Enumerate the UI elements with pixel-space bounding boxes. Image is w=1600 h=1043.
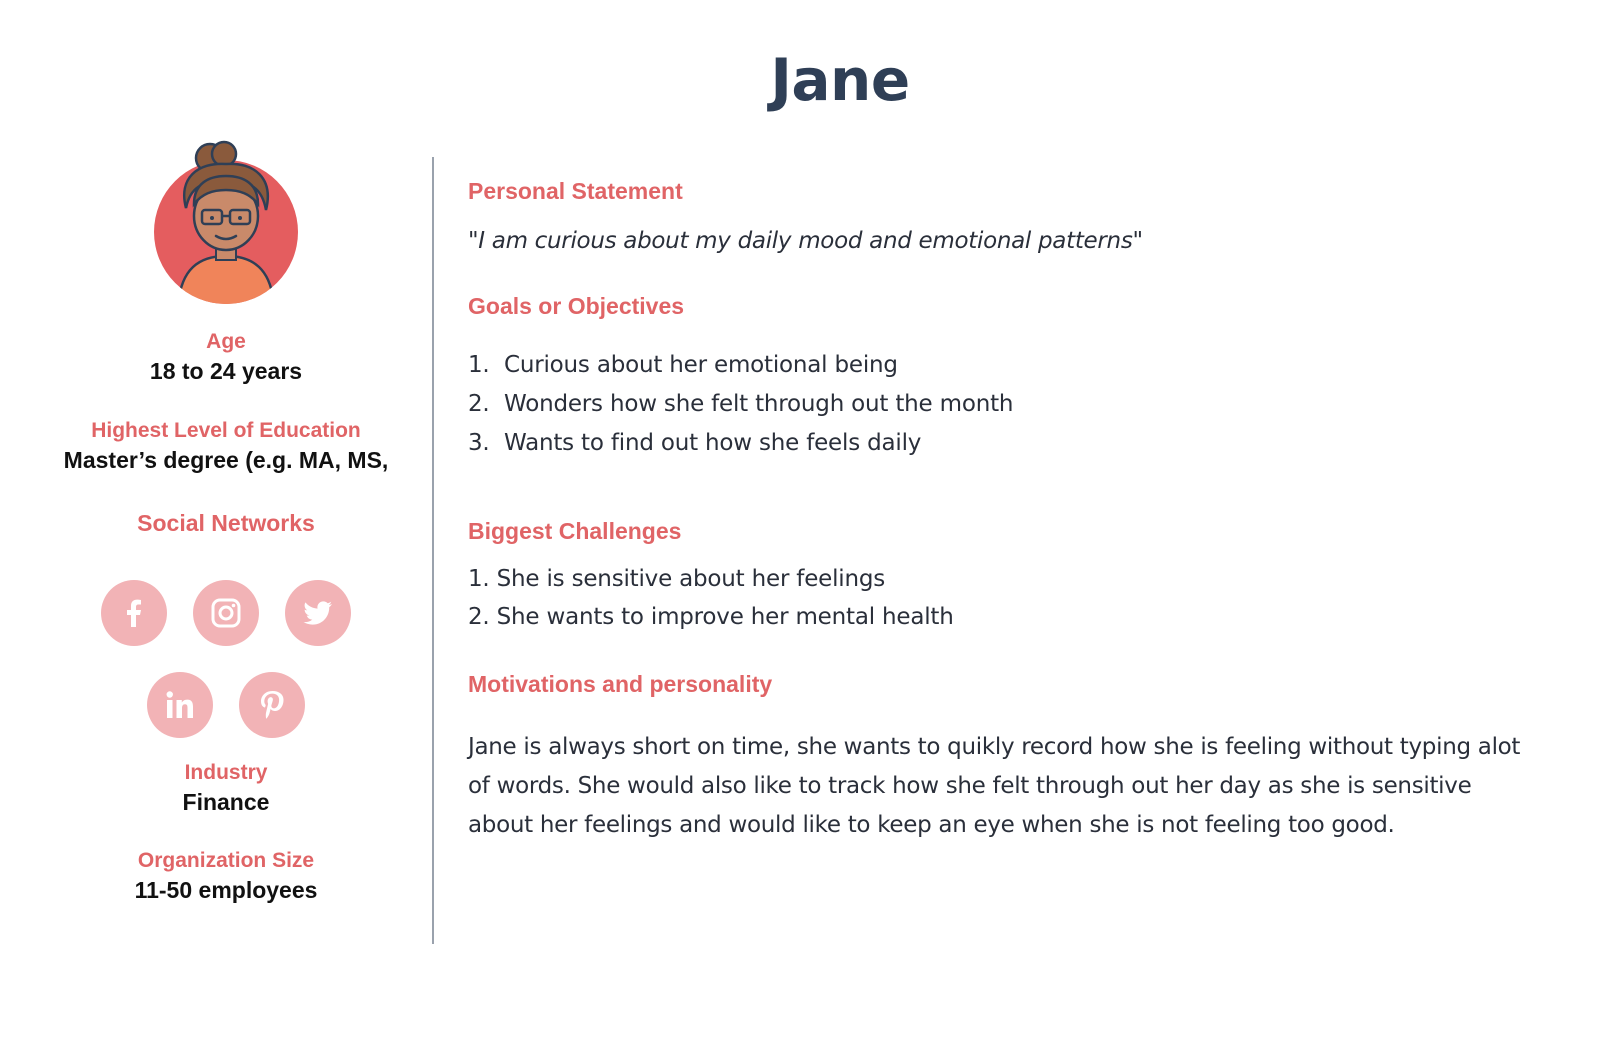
social-networks-label: Social Networks: [137, 510, 315, 536]
column-divider: [432, 157, 434, 944]
challenges-heading: Biggest Challenges: [468, 518, 682, 544]
organization-size-label: Organization Size: [137, 849, 315, 872]
goals-heading: Goals or Objectives: [468, 293, 685, 319]
industry-label: Industry: [184, 761, 268, 784]
personal-statement-quote: "I am curious about my daily mood and emotional patterns": [468, 228, 1143, 254]
motivations-text: Jane is always short on time, she wants to quikly record how she is feeling without typing alot of words. She would also like to track how she felt through out her day as she is sensitive about her feelings and would like to keep an eye when she is not feeling too good.: [468, 734, 1521, 838]
industry-value: Finance: [182, 789, 270, 815]
pinterest-icon: [253, 686, 291, 724]
challenge-item: 1. She is sensitive about her feelings: [468, 566, 886, 592]
linkedin-button[interactable]: [147, 672, 213, 738]
goal-number: 3.: [468, 430, 490, 456]
facebook-button[interactable]: [101, 580, 167, 646]
linkedin-icon: [161, 686, 199, 724]
education-value: Master’s degree (e.g. MA, MS,: [63, 447, 389, 473]
goal-text: Curious about her emotional being: [504, 352, 898, 378]
avatar-illustration-icon: [150, 138, 302, 308]
goal-item: [468, 352, 898, 378]
goal-number: 1.: [468, 352, 490, 378]
goal-number: 2.: [468, 391, 490, 417]
twitter-icon: [299, 594, 337, 632]
facebook-icon: [115, 594, 153, 632]
goal-text: Wonders how she felt through out the month: [504, 391, 1014, 417]
avatar: [150, 138, 302, 308]
motivations-heading: Motivations and personality: [468, 671, 773, 697]
education-label: Highest Level of Education: [91, 419, 361, 442]
age-label: Age: [206, 330, 246, 353]
organization-size-value: 11-50 employees: [134, 877, 318, 903]
goal-item: [468, 430, 921, 456]
page-title: Jane: [770, 46, 910, 114]
personal-statement-heading: Personal Statement: [468, 178, 683, 204]
goal-text: Wants to find out how she feels daily: [504, 430, 922, 456]
instagram-button[interactable]: [193, 580, 259, 646]
age-value: 18 to 24 years: [149, 358, 303, 384]
pinterest-button[interactable]: [239, 672, 305, 738]
goal-item: [468, 391, 1013, 417]
instagram-icon: [207, 594, 245, 632]
challenge-item: 2. She wants to improve her mental health: [468, 604, 954, 630]
twitter-button[interactable]: [285, 580, 351, 646]
